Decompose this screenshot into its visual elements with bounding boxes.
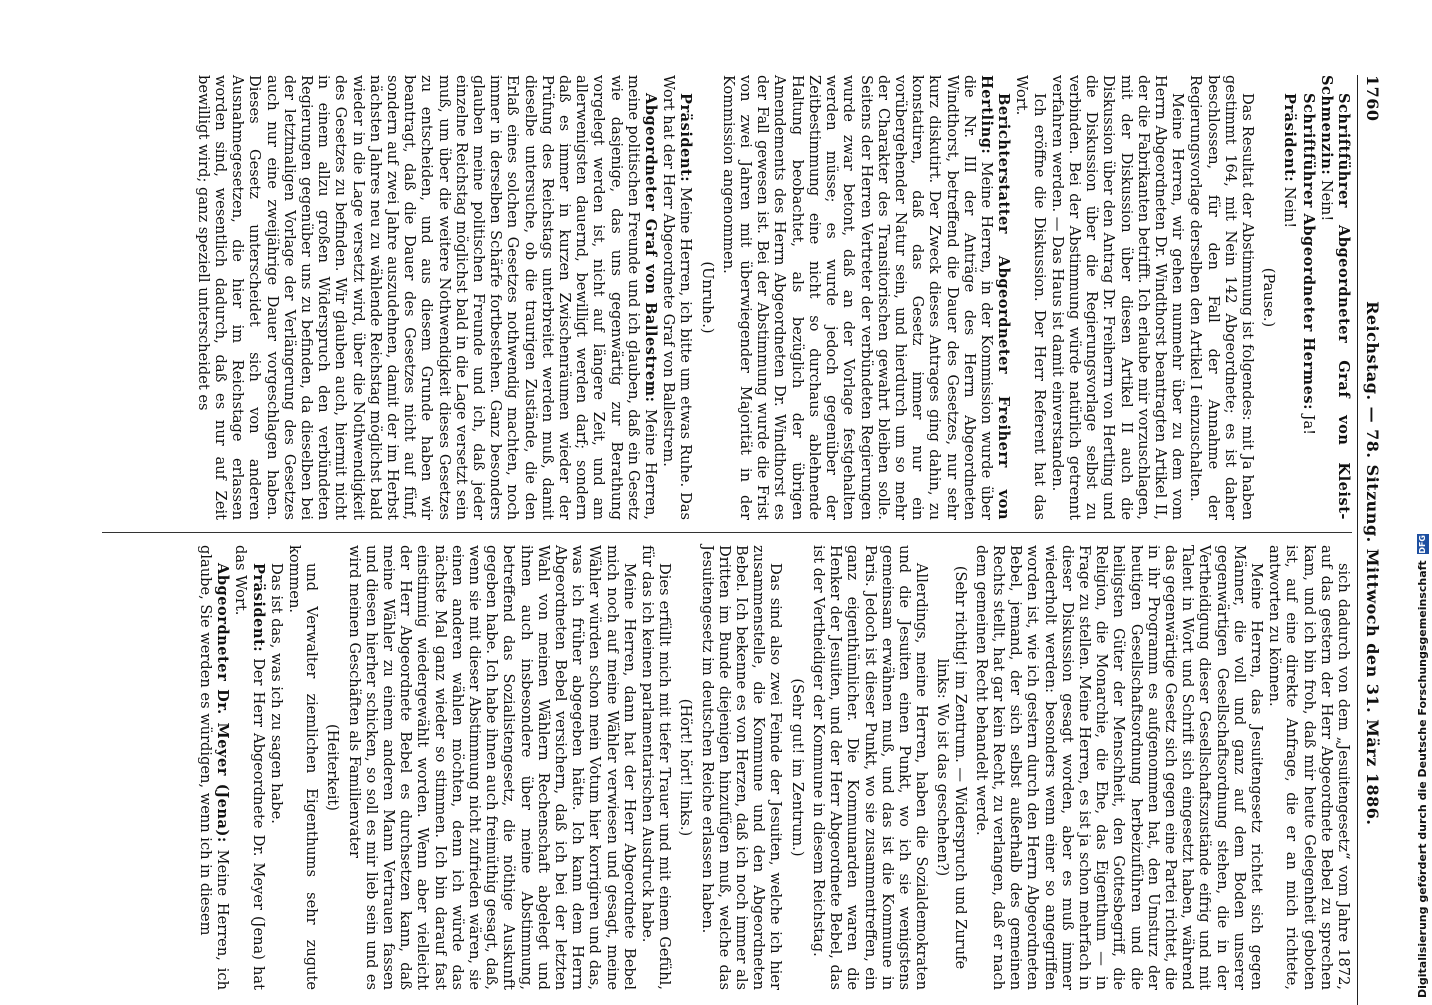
paragraph-text: Das ist das, was ich zu sagen habe. bbox=[267, 563, 285, 824]
header-rule bbox=[1357, 75, 1358, 1005]
left-column bbox=[194, 75, 1352, 520]
paragraph bbox=[1318, 75, 1352, 520]
paragraph bbox=[345, 545, 637, 990]
speaker-name: Schriftführer Abgeordneter Graf von Kleist-Schmenzin: bbox=[1317, 75, 1352, 520]
paragraph bbox=[232, 545, 266, 990]
paragraph bbox=[286, 545, 320, 990]
paragraph bbox=[973, 545, 1265, 990]
paragraph-text: Meine Herren, meine politischen Freunde und ich glauben, daß ein Gesetz wie dasjenige, das uns gegenwärtig zur Berathung vorgelegt werden ist, nicht auf längere Zeit, und am allerwenigsten dauernd, bewilligt werden darf; sondern daß es immer in kurzen Zwischenräumen wieder der Prüfung des Reichstags unterbreitet werden muß, damit dieselbe untersuche, ob die traurigen Zustände, die den Erlaß eines solchen Gesetzes nothwendig machten, noch immer in derselben Schärfe fortbestehen. Ganz besonders glauben meine politischen Freunde und ich, daß jeder einzelne Reichstag möglichst bald in die Lage versetzt sein muß, um über die weitere Nothwendigkeit dieses Gesetzes zu entscheiden, und aus diesem Grunde haben wir beantragt, daß die Dauer des Gesetzes nicht auf fünf, sondern auf zwei Jahre auszudehnen, damit der im Herbst nächsten Jahres neu zu wählende Reichstag möglichst bald wieder in die Lage versetzt wird, über die Nothwendigkeit des Gesetzes zu befinden. Wir glauben auch, hiermit nicht in einem allzu großen Widerspruch den verbündeten Regierungen gegenüber uns zu befinden, da dieselben bei der letztmaligen Vorlage der Verlängerung des Gesetzes auch nur eine zweijährige Dauer vorgeschlagen haben. Dieses Gesetz unterscheidet sich von anderen Ausnahmegesetzen, die hier im Reichstage erlassen worden sind, wesentlich dadurch, daß es nur auf Zeit bewilligt wird; ganz speziell unterscheidet es bbox=[194, 75, 660, 520]
rotated-page bbox=[86, 75, 1386, 1005]
paragraph bbox=[698, 545, 784, 990]
paragraph-text: Meine Herren, dann hat der Herr Abgeordnete Bebel mich noch auf meine Wähler verwiesen und gesagt, meine Wähler würden schon mein Votum hier korrigiren und das, was ich früher abgegeben hätte. Ich kann dem Herrn Abgeordneten Bebel versichern, daß ich bei der letzten Wahl von meinen Wählern Rechenschaft abgelegt und ihnen auch insbesondere über meine Abstimmung, betreffend das Sozialistengesetz, die nöthige Auskunft gegeben habe. Ich habe ihnen auch freimüthig gesagt, daß, wenn sie mit dieser Abstimmung nicht zufrieden wären, sie einen anderen wählen möchten, denn ich würde das nächste Mal ganz wieder so stimmen. Ich bin darauf fast einstimmig wiedergewählt worden. Wenn aber vielleicht der Herr Abgeordnete Bebel es durchsetzen kann, daß meine Wähler zu einem anderen Mann Vertrauen fassen und diesen hierher schicken, so soll es mir lieb sein und es wird meinen Geschäften als Familienvater bbox=[345, 545, 638, 990]
speaker-name: Berichterstatter Abgeordneter Freiherr von Hertling: bbox=[977, 75, 1013, 520]
speaker-name: Präsident: bbox=[249, 563, 267, 653]
funding-note bbox=[1416, 534, 1429, 998]
paragraph-text: und Verwalter ziemlichen Eigenthums sehr zugute kommen. bbox=[286, 545, 321, 990]
paragraph-text: Nein! bbox=[1281, 186, 1299, 229]
interjection: (Pause.) bbox=[1260, 267, 1278, 328]
interjection: (Sehr richtig! im Zentrum. — Widerspruch und Zurufe links: Wo ist das geschehen?) bbox=[934, 565, 969, 970]
paragraph bbox=[195, 75, 659, 520]
interjection: (Heiterkeit) bbox=[324, 724, 342, 811]
paragraph-text: Das sind also zwei Feinde der Jesuiten, welche ich hier zusammenstelle, die Kommune und den Abgeordneten Bebel. Ich bekenne es von Herzen, daß ich noch immer als Dritten im Bunde diejenigen hinzufügen muß, welche das Jesuitengesetz im deutschen Reiche erlassen haben. bbox=[698, 545, 785, 990]
paragraph-text: Dies erfüllt mich mit tiefer Trauer und mit einem Gefühl, für das ich keinen parlamentarischen Ausdruck habe. bbox=[639, 545, 674, 990]
paragraph bbox=[1187, 75, 1256, 520]
speaker-name: Präsident: bbox=[1281, 93, 1299, 183]
interjection: (Hört! hört! links.) bbox=[677, 698, 695, 837]
paragraph-text: Meine Herren, das Jesuitengesetz richtet sich gegen Männer, die voll und ganz auf dem Boden unserer gegenwärtigen Gesellschaftsordnung stehen, die in der Vertheidigung dieser Gesellschaftszustände eifrig und mit Talent in Wort und Schrift sich eingesetzt haben, während das gegenwärtige Gesetz sich gegen eine Partei richtet, die in ihr Programm es aufgenommen hat, den Umsturz der heutigen Gesellschaftsordnung herbeizuführen und die heiligsten Güter der Menschheit, den Gottesbegriff, die Religion, die Monarchie, die Ehe, das Eigenthum — in Frage zu stellen. Meine Herren, es ist ja schon mehrfach in dieser Diskussion gesagt worden, aber es muß immer wiederholt werden: besonders wenn einer so angegriffen worden ist, wie ich gestern durch den Herrn Abgeordneten Bebel, jemand, der sich selbst außerhalb des gemeinen Rechts stellt, hat gar kein Recht, zu verlangen, daß er nach dem gemeinen Recht behandelt werde. bbox=[972, 545, 1265, 990]
funding-note-text: Digitalisierung gefördert durch die Deutsche Forschungsgemeinschaft bbox=[1416, 560, 1429, 998]
paragraph bbox=[268, 545, 285, 990]
interjection: (Unruhe.) bbox=[698, 261, 716, 334]
page-number: 1760 bbox=[1363, 75, 1383, 122]
speaker-name: Präsident: bbox=[677, 93, 695, 183]
column-divider bbox=[102, 532, 1352, 533]
speaker-name: Schriftführer Abgeordneter Hermes: bbox=[1299, 93, 1317, 410]
paragraph bbox=[660, 75, 694, 520]
paragraph bbox=[639, 545, 673, 990]
dfg-logo: DFG bbox=[1417, 535, 1427, 554]
page-header bbox=[1360, 75, 1386, 1005]
paragraph bbox=[1281, 75, 1298, 520]
interjection: (Sehr gut! im Zentrum.) bbox=[788, 678, 806, 857]
paragraph-text: Ich eröffne die Diskussion. Der Herr Referent hat das Wort. bbox=[1013, 75, 1048, 520]
paragraph-text: Das Resultat der Abstimmung ist folgendes: mit Ja haben gestimmt 164, mit Nein 142 Abgeordnete; es ist daher beschlossen, für den Fall der Annahme der Regierungsvorlage derselben den Artikel I einzuschalten. bbox=[1187, 75, 1256, 520]
paragraph bbox=[197, 545, 231, 990]
paragraph-text: Nein! bbox=[1317, 179, 1335, 222]
right-column bbox=[196, 545, 1352, 990]
paragraph bbox=[1049, 75, 1187, 520]
paragraph bbox=[1299, 75, 1316, 520]
paragraph-text: sich dadurch von dem „Jesuitengesetz“ vom Jahre 1872, auf das gestern der Herr Abgeordnete Bebel zu sprechen kam, und ich bin froh, daß mir heute Gelegenheit geboten ist, auf eine direkte Anfrage, die er an mich richtete, antworten zu können. bbox=[1266, 545, 1352, 990]
running-title: Reichstag. — 78. Sitzung. Mittwoch den 31. März 1886. bbox=[1363, 301, 1383, 826]
paragraph-text: Meine Herren, ich bitte um etwas Ruhe. Das Wort hat der Herr Abgeordnete Graf von Ballestrem. bbox=[660, 75, 695, 521]
paragraph bbox=[1013, 75, 1047, 520]
paragraph-text: Meine Herren, wir gehen nunmehr über zu dem vom Herrn Abgeordneten Dr. Windthorst beantragten Artikel II, der die Fabrikanten betrifft. Ich erlaube mir vorzuschlagen, mit der Diskussion über diesen Artikel II auch die Diskussion über den Antrag Dr. Freiherrn von Hertling und die Diskussion über die Regierungsvorlage selbst zu verbinden. Bei der Abstimmung würde natürlich getrennt verfahren werden. — Das Haus ist damit einverstanden. bbox=[1048, 75, 1187, 520]
paragraph-text: Ja! bbox=[1299, 414, 1317, 436]
paragraph-text: Allerdings, meine Herren, haben die Sozialdemokraten und die Jesuiten einen Punkt, wo ich sie wenigstens gemeinsam erwähnen muß, und das ist die Kommune in Paris. Jedoch ist dieser Punkt, wo sie zusammentreffen, ein ganz eigenthümlicher. Die Kommunarden waren die Henker der Jesuiten, und der Herr Abgeordnete Bebel, das ist der Vertheidiger der Kommune in diesem Reichstag. bbox=[809, 545, 931, 990]
paragraph-text: Meine Herren, ich glaube, Sie werden es würdigen, wenn ich in diesem bbox=[197, 545, 232, 991]
speaker-name: Abgeordneter Graf von Ballestrem: bbox=[642, 93, 660, 403]
paragraph-text: Meine Herren, in der Kommission wurde über die Nr. III der Anträge des Herrn Abgeordneten Windthorst, betreffend die Dauer des Gesetzes, nur sehr kurz diskutirt. Der Zweck dieses Antrages ging dahin, zu konstatiren, daß das Gesetz immer nur ein vorübergehender Natur sein, und hierdurch um so mehr der Charakter des Transitorischen gewahrt bleiben solle. Seitens der Herren Vertreter der verbündeten Regierungen wurde zwar betont, daß an der Vorlage festgehalten werden müsse; es wurde jedoch gegenüber der Zeitbestimmung eine nicht so durchaus ablehnende Haltung beobachtet, als bezüglich der übrigen Amendements des Herrn Abgeordneten Dr. Windthorst es der Fall gewesen ist. Bei der Abstimmung wurde die Frist von zwei Jahren mit überwiegender Majorität in der Kommission angenommen. bbox=[719, 75, 995, 520]
paragraph bbox=[720, 75, 1012, 520]
speaker-name: Abgeordneter Dr. Meyer (Jena): bbox=[214, 563, 232, 843]
paragraph bbox=[810, 545, 930, 990]
paragraph-text: Der Herr Abgeordnete Dr. Meyer (Jena) hat das Wort. bbox=[232, 545, 267, 991]
paragraph bbox=[1266, 545, 1352, 990]
